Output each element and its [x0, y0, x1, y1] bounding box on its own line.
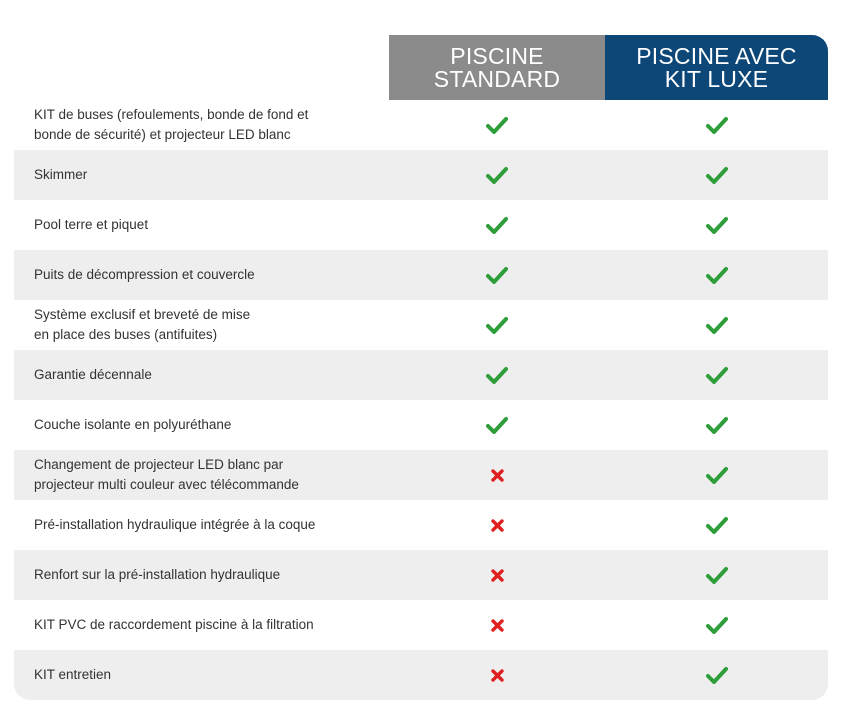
header-luxe-line-1: PISCINE AVEC: [636, 42, 797, 69]
check-icon: [605, 550, 828, 600]
check-icon: [605, 500, 828, 550]
table-row: [14, 350, 828, 400]
comparison-table: [14, 35, 828, 700]
row-label-line: en place des buses (antifuites): [34, 327, 218, 342]
header-piscine-kit-luxe: [605, 35, 828, 100]
cross-icon: [389, 650, 605, 700]
row-label-line: Changement de projecteur LED blanc par: [34, 457, 284, 472]
check-icon: [605, 100, 828, 150]
table-row: [14, 250, 828, 300]
check-icon: [605, 450, 828, 500]
table-row: [14, 400, 828, 450]
row-label-line: Pré-installation hydraulique intégrée à la coque: [34, 517, 316, 532]
row-label: [34, 455, 384, 495]
table-row: [14, 150, 828, 200]
check-icon: [389, 350, 605, 400]
row-label: [34, 665, 384, 685]
header-luxe-line-2: KIT LUXE: [664, 65, 769, 92]
header-standard-line-1: PISCINE: [450, 42, 544, 69]
cross-icon: [389, 550, 605, 600]
row-label: [34, 165, 384, 185]
row-label: [34, 305, 384, 345]
row-label: [34, 265, 384, 285]
table-row: [14, 450, 828, 500]
header-piscine-standard: [389, 35, 605, 100]
table-row: [14, 300, 828, 350]
check-icon: [389, 250, 605, 300]
check-icon: [605, 200, 828, 250]
row-label: [34, 515, 384, 535]
check-icon: [389, 300, 605, 350]
row-label-line: KIT PVC de raccordement piscine à la filtration: [34, 617, 314, 632]
row-label: [34, 415, 384, 435]
row-label: [34, 565, 384, 585]
row-label-line: KIT de buses (refoulements, bonde de fond et: [34, 107, 309, 122]
row-label: [34, 365, 384, 385]
table-row: [14, 100, 828, 150]
row-label-line: Pool terre et piquet: [34, 217, 149, 232]
table-row: [14, 200, 828, 250]
row-label-line: Garantie décennale: [34, 367, 152, 382]
check-icon: [389, 200, 605, 250]
table-header: [14, 35, 828, 100]
row-label-line: Couche isolante en polyuréthane: [34, 417, 232, 432]
row-label-line: Renfort sur la pré-installation hydraulique: [34, 567, 281, 582]
check-icon: [605, 150, 828, 200]
check-icon: [389, 100, 605, 150]
cross-icon: [389, 450, 605, 500]
table-body: [14, 100, 828, 700]
table-row: [14, 600, 828, 650]
table-row: [14, 550, 828, 600]
row-label: [34, 615, 384, 635]
header-standard-line-2: STANDARD: [433, 65, 561, 92]
row-label-line: Skimmer: [34, 167, 88, 182]
cross-icon: [389, 500, 605, 550]
check-icon: [605, 400, 828, 450]
row-label-line: KIT entretien: [34, 667, 112, 682]
row-label-line: projecteur multi couleur avec télécommande: [34, 477, 299, 492]
cross-icon: [389, 600, 605, 650]
row-label: [34, 215, 384, 235]
check-icon: [605, 600, 828, 650]
table-row: [14, 650, 828, 700]
check-icon: [389, 400, 605, 450]
row-label-line: Système exclusif et breveté de mise: [34, 307, 251, 322]
check-icon: [605, 250, 828, 300]
row-label-line: bonde de sécurité) et projecteur LED blanc: [34, 127, 291, 142]
check-icon: [605, 300, 828, 350]
check-icon: [389, 150, 605, 200]
row-label-line: Puits de décompression et couvercle: [34, 267, 255, 282]
row-label: [34, 105, 384, 145]
check-icon: [605, 650, 828, 700]
table-row: [14, 500, 828, 550]
check-icon: [605, 350, 828, 400]
